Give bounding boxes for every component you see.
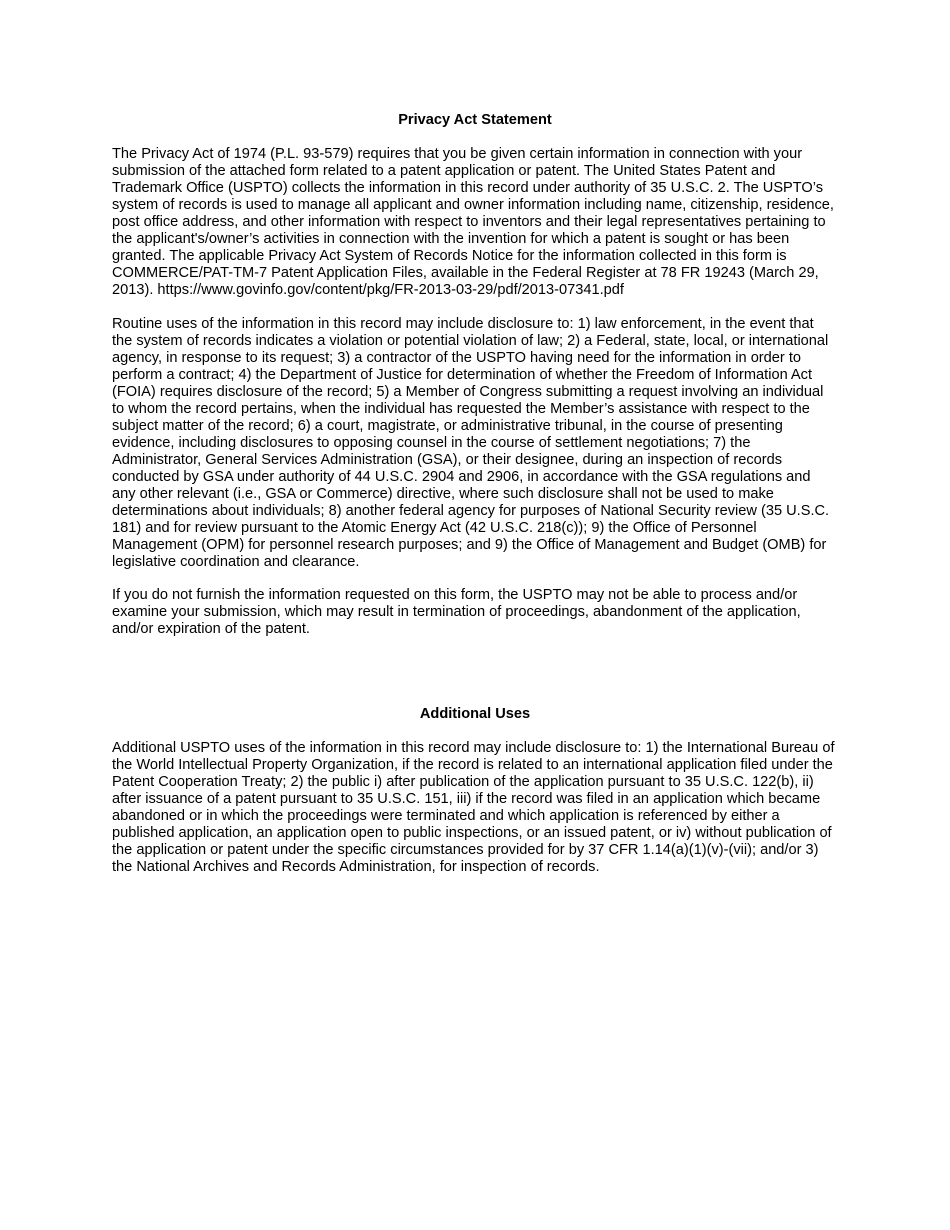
privacy-act-title: Privacy Act Statement: [398, 112, 552, 128]
additional-uses-title: Additional Uses: [419, 706, 531, 722]
privacy-act-paragraph-1: The Privacy Act of 1974 (P.L. 93-579) requires that you be given certain information in connection with your submission of the attached form related to a patent application or patent. The United States Patent and Trademark Office (USPTO) collects the information in this record under authority of 35 U.S.C. 2. The USPTO’s system of records is used to manage all applicant and owner information including name, citizenship, residence, post office address, and other information with respect to inventors and their legal representatives pertaining to the applicant's/owner’s activities in connection with the invention for which a patent is sought or has been granted. The applicable Privacy Act System of Records Notice for the information collected in this form is COMMERCE/PAT-TM-7 Patent Application Files, available in the Federal Register at 78 FR 19243 (March 29, 2013). https://www.govinfo.gov/content/pkg/FR-2013-03-29/pdf/2013-07341.pdf: [112, 146, 834, 298]
routine-uses-paragraph: Routine uses of the information in this record may include disclosure to: 1) law enforcement, in the event that the system of records indicates a violation or potential violation of law; 2) a Federal, state, local, or international agency, in response to its request; 3) a contractor of the USPTO having need for the information in order to perform a contract; 4) the Department of Justice for determination of whether the Freedom of Information Act (FOIA) requires disclosure of the record; 5) a Member of Congress submitting a request involving an individual to whom the record pertains, when the individual has requested the Member’s assistance with respect to the subject matter of the record; 6) a court, magistrate, or administrative tribunal, in the course of presenting evidence, including disclosures to opposing counsel in the course of settlement negotiations; 7) the Administrator, General Services Administration (GSA), or their designee, during an inspection of records conducted by GSA under authority of 44 U.S.C. 2904 and 2906, in accordance with the GSA regulations and any other relevant (i.e., GSA or Commerce) directive, where such disclosure shall not be used to make determinations about individuals; 8) another federal agency for purposes of National Security review (35 U.S.C. 181) and for review pursuant to the Atomic Energy Act (42 U.S.C. 218(c)); 9) the Office of Personnel Management (OPM) for personnel research purposes; and 9) the Office of Management and Budget (OMB) for legislative coordination and clearance.: [112, 316, 830, 570]
failure-to-furnish-paragraph: If you do not furnish the information requested on this form, the USPTO may not be able to process and/or examine your submission, which may result in termination of proceedings, abandonment of the application, and/or expiration of the patent.: [112, 587, 801, 637]
additional-uses-paragraph: Additional USPTO uses of the information in this record may include disclosure to: 1) the International Bureau of the World Intellectual Property Organization, if the record is related to an international application filed under the Patent Cooperation Treaty; 2) the public i) after publication of the application pursuant to 35 U.S.C. 122(b), ii) after issuance of a patent pursuant to 35 U.S.C. 151, iii) if the record was filed in an application which became abandoned or in which the proceedings were terminated and which application is referenced by either a published application, an application open to public inspections, or an issued patent, or iv) without publication of the application or patent under the specific circumstances provided for by 37 CFR 1.14(a)(1)(v)-(vii); and/or 3) the National Archives and Records Administration, for inspection of records.: [112, 740, 835, 875]
